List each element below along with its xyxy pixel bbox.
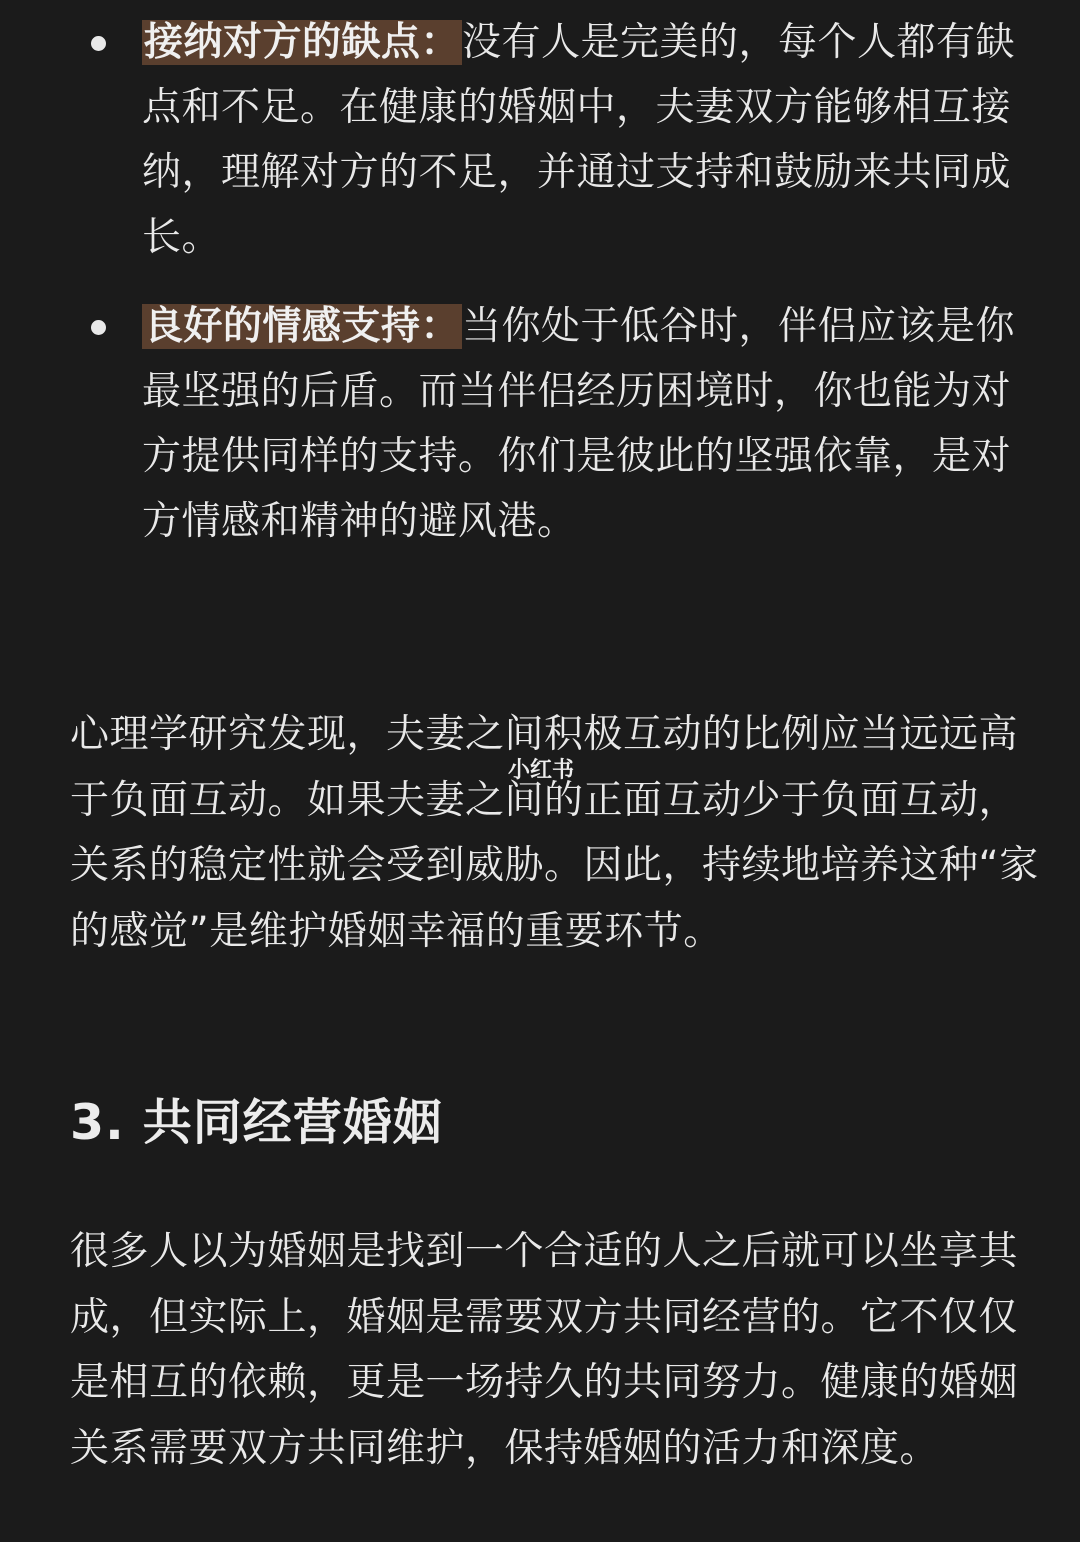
bullet-dot [91, 36, 106, 51]
bullet-dot [91, 320, 106, 335]
section-heading: 3. 共同经营婚姻 [70, 1094, 443, 1151]
bullet-item-accept-flaws [142, 10, 1032, 270]
bullet-text: 没有人是完美的，每个人都有缺点和不足。在健康的婚姻中，夫妻双方能够相互接纳，理解对方的不足，并通过支持和鼓励来共同成长。 [142, 20, 1016, 260]
watermark-logo: 小红书 [508, 758, 575, 783]
bullet-item-emotional-support [142, 294, 1032, 554]
highlighted-term: 接纳对方的缺点： [144, 20, 461, 65]
paragraph-psychology-research: 心理学研究发现，夫妻之间积极互动的比例应当远远高于负面互动。如果夫妻之间的正面互动少于负面互动，关系的稳定性就会受到威胁。因此，持续地培养这种“家的感觉”是维护婚姻幸福的重要环节。 [70, 712, 1039, 954]
bullet-text: 当你处于低谷时，伴侣应该是你最坚强的后盾。而当伴侣经历困境时，你也能为对方提供同样的支持。你们是彼此的坚强依靠，是对方情感和精神的避风港。 [142, 304, 1016, 544]
section-body-paragraph: 很多人以为婚姻是找到一个合适的人之后就可以坐享其成，但实际上，婚姻是需要双方共同经营的。它不仅仅是相互的依赖，更是一场持久的共同努力。健康的婚姻关系需要双方共同维护，保持婚姻的活力和深度。 [70, 1229, 1019, 1471]
highlighted-term: 良好的情感支持： [144, 304, 461, 349]
